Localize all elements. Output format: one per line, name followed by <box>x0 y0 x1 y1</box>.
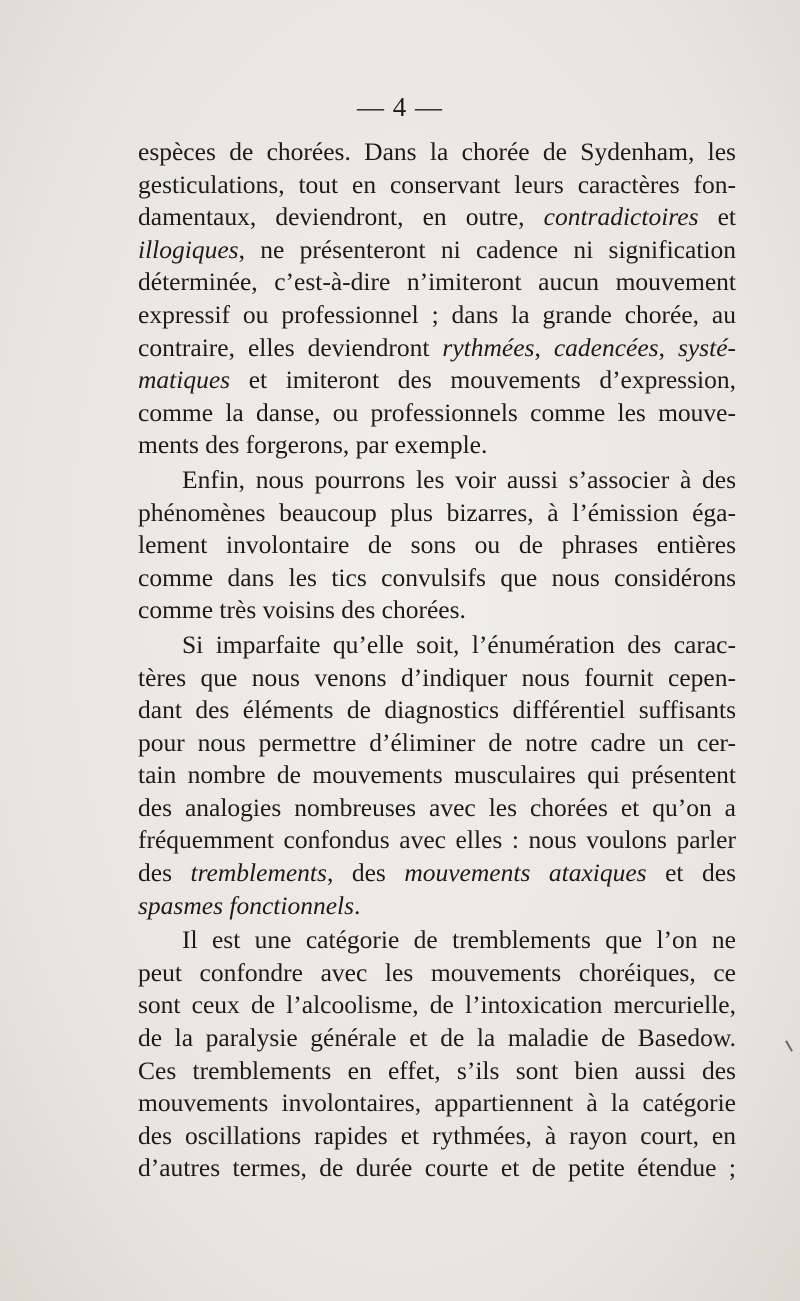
italic-term: illogiques <box>138 234 239 264</box>
italic-term: systé- <box>677 332 736 362</box>
text-run: , des <box>326 858 405 888</box>
text-run: dant des éléments de diagnostics différentiel suffisants <box>138 695 736 725</box>
paper-mark <box>785 1040 793 1051</box>
text-run: peut confondre avec les mouvements choréiques, ce <box>138 957 736 987</box>
text-run: Il est une catégorie de tremblements que l’on ne <box>182 925 736 955</box>
text-run: , <box>658 332 678 362</box>
text-run: , <box>534 332 554 362</box>
text-line <box>138 857 736 890</box>
text-run: d’autres termes, de durée courte et de petite étendue ; <box>138 1153 736 1183</box>
text-run: espèces de chorées. Dans la chorée de Sydenham, les <box>138 137 736 166</box>
text-line <box>138 201 736 234</box>
text-run: comme dans les tics convulsifs que nous considérons <box>138 562 736 592</box>
text-run: expressif ou professionnel ; dans la grande chorée, au <box>138 299 736 329</box>
italic-term: tremblements <box>190 858 327 888</box>
paragraph-p3 <box>138 629 736 922</box>
text-run: déterminée, c’est-à-dire n’imiteront aucun mouvement <box>138 267 736 297</box>
text-line <box>138 594 736 627</box>
text-run: Enfin, nous pourrons les voir aussi s’associer à des <box>182 464 736 494</box>
text-line <box>138 364 736 397</box>
text-run: des <box>138 858 191 888</box>
text-line <box>138 136 736 169</box>
text-run: comme la danse, ou professionnels comme les mouve- <box>138 397 736 427</box>
text-run: mouvements involontaires, appartiennent à la catégorie <box>138 1088 736 1118</box>
text-line <box>138 529 736 562</box>
text-run: sont ceux de l’alcoolisme, de l’intoxication mercurielle, <box>138 990 736 1020</box>
text-run: tères que nous venons d’indiquer nous fournit cepen- <box>138 662 736 692</box>
text-line <box>138 397 736 430</box>
text-line <box>138 429 736 462</box>
italic-term: matiques <box>138 365 231 395</box>
text-line <box>138 1055 736 1088</box>
text-run: et des <box>646 858 736 888</box>
text-line <box>138 299 736 332</box>
italic-term: spasmes fonctionnels <box>138 890 355 920</box>
text-run: damentaux, deviendront, en outre, <box>138 202 544 232</box>
text-line <box>138 694 736 727</box>
text-run: et <box>698 202 736 232</box>
text-line <box>138 890 736 923</box>
italic-term: mouvements ataxiques <box>404 858 647 888</box>
text-run: comme très voisins des chorées. <box>138 595 466 625</box>
text-line <box>138 957 736 990</box>
text-line <box>138 792 736 825</box>
text-line <box>138 629 736 662</box>
paragraph-p1 <box>138 136 736 462</box>
text-line <box>138 1120 736 1153</box>
text-line <box>138 497 736 530</box>
text-line <box>138 562 736 595</box>
text-run: lement involontaire de sons ou de phrases entières <box>138 530 736 560</box>
text-line <box>138 464 736 497</box>
text-run: phénomènes beaucoup plus bizarres, à l’émission éga- <box>138 497 736 527</box>
paragraph-p2 <box>138 464 736 627</box>
text-line <box>138 924 736 957</box>
italic-term: rythmées <box>442 332 535 362</box>
paragraph-p4 <box>138 924 736 1185</box>
text-run: tain nombre de mouvements musculaires qui présentent <box>138 760 736 790</box>
text-line <box>138 727 736 760</box>
text-run: de la paralysie générale et de la maladie de Basedow. <box>138 1023 736 1053</box>
text-run: ments des forgerons, par exemple. <box>138 430 488 460</box>
text-run: des oscillations rapides et rythmées, à rayon court, en <box>138 1120 736 1150</box>
italic-term: contradictoires <box>543 202 699 232</box>
text-run: contraire, elles deviendront <box>138 332 443 362</box>
text-line <box>138 1087 736 1120</box>
text-run: , ne présenteront ni cadence ni signification <box>238 234 736 264</box>
text-line <box>138 1152 736 1185</box>
text-line <box>138 332 736 365</box>
text-run: . <box>354 890 361 920</box>
text-line <box>138 1022 736 1055</box>
text-line <box>138 824 736 857</box>
text-run: gesticulations, tout en conservant leurs caractères fon- <box>138 169 736 199</box>
text-run: pour nous permettre d’éliminer de notre cadre un cer- <box>138 727 736 757</box>
text-run: et imiteront des mouvements d’expression, <box>230 365 736 395</box>
text-run: Si imparfaite qu’elle soit, l’énumération des carac- <box>182 629 736 659</box>
text-line <box>138 989 736 1022</box>
body-text <box>138 136 736 1185</box>
text-run: des analogies nombreuses avec les chorées et qu’on a <box>138 792 736 822</box>
page-number: — 4 — <box>357 92 443 122</box>
text-line <box>138 234 736 267</box>
text-run: fréquemment confondus avec elles : nous voulons parler <box>138 825 736 855</box>
text-line <box>138 759 736 792</box>
text-line <box>138 662 736 695</box>
text-line <box>138 266 736 299</box>
text-line <box>138 169 736 202</box>
italic-term: cadencées <box>553 332 659 362</box>
text-run: Ces tremblements en effet, s’ils sont bien aussi des <box>138 1055 736 1085</box>
